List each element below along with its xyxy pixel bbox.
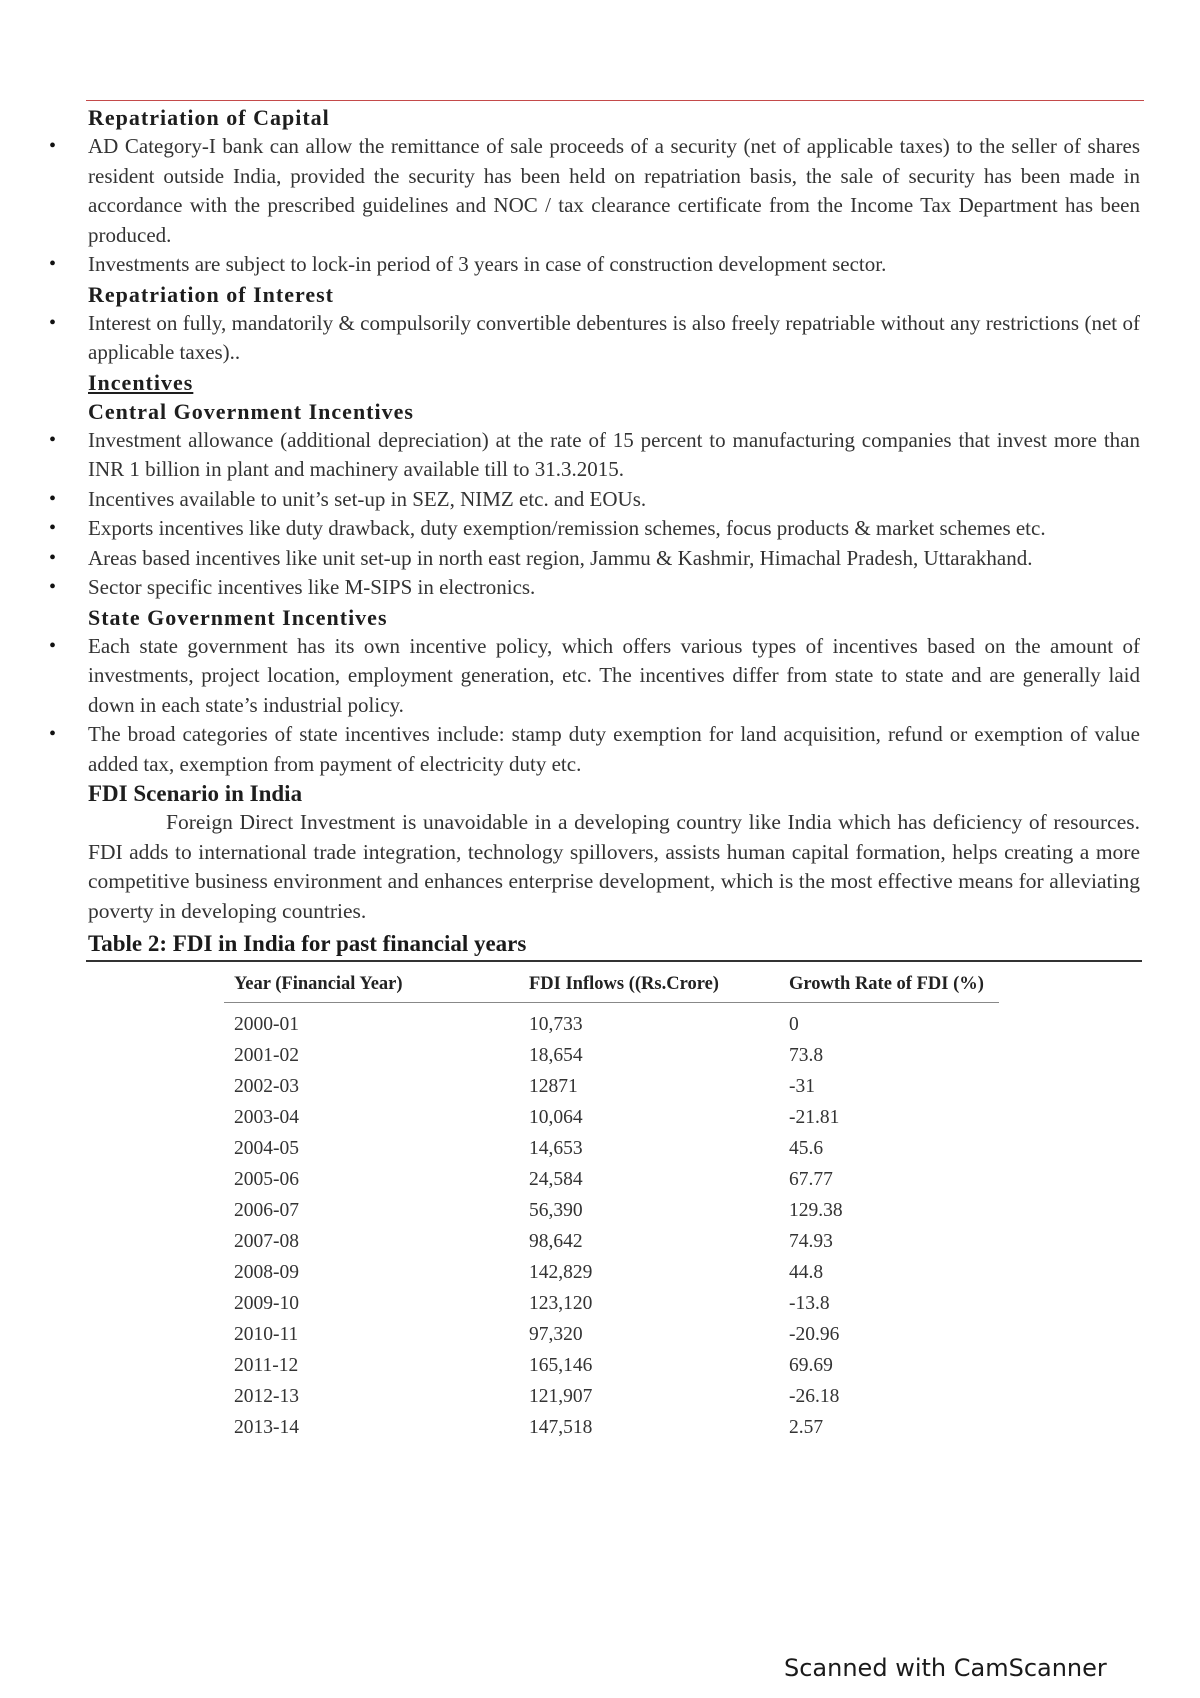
table-row xyxy=(224,1350,999,1381)
table-row xyxy=(224,1195,999,1226)
table-row xyxy=(224,1071,999,1102)
cell-growth: 2.57 xyxy=(789,1416,824,1438)
table-row xyxy=(224,1412,999,1443)
cell-inflow: 56,390 xyxy=(529,1199,583,1221)
cell-year: 2010-11 xyxy=(234,1323,299,1345)
bullet-item: • Incentives available to unit’s set-up in SEZ, NIMZ etc. and EOUs. xyxy=(88,485,1140,515)
cell-inflow: 165,146 xyxy=(529,1354,593,1376)
cell-year: 2000-01 xyxy=(234,1013,299,1035)
cell-growth: 73.8 xyxy=(789,1044,824,1066)
table-row xyxy=(224,1133,999,1164)
bullet-item: • Each state government has its own incentive policy, which offers various types of incentives based on the amount of investments, project location, employment generation, etc. The incentives differ from state to state and are generally laid down in each state’s industrial policy. xyxy=(88,632,1140,721)
cell-year: 2012-13 xyxy=(234,1385,299,1407)
top-divider xyxy=(86,100,1144,101)
cell-year: 2011-12 xyxy=(234,1354,299,1376)
cell-growth: -13.8 xyxy=(789,1292,830,1314)
table-row xyxy=(224,1102,999,1133)
table-row xyxy=(224,1003,999,1041)
fdi-paragraph: Foreign Direct Investment is unavoidable in a developing country like India which has deficiency of resources. FDI adds to international trade integration, technology spillovers, assists human capital formation, helps creating a more competitive business environment and enhances enterprise development, which is the most effective means for alleviating poverty in developing countries. xyxy=(88,810,1140,923)
cell-growth: 44.8 xyxy=(789,1261,824,1283)
table-row xyxy=(224,1381,999,1412)
cell-growth: 67.77 xyxy=(789,1168,833,1190)
cell-inflow: 147,518 xyxy=(529,1416,593,1438)
fdi-table xyxy=(224,966,999,1443)
cell-growth: 0 xyxy=(789,1013,799,1035)
bullet-item: • Investments are subject to lock-in period of 3 years in case of construction development sector. xyxy=(88,250,1140,280)
cell-year: 2007-08 xyxy=(234,1230,299,1252)
cell-year: 2004-05 xyxy=(234,1137,299,1159)
heading-incentives: Incentives xyxy=(88,369,194,395)
cell-year: 2005-06 xyxy=(234,1168,299,1190)
cell-growth: -21.81 xyxy=(789,1106,840,1128)
cell-year: 2008-09 xyxy=(234,1261,299,1283)
bullet-list-repatriation-interest xyxy=(88,309,1140,368)
heading-repatriation-capital: Repatriation of Capital xyxy=(88,105,330,130)
cell-year: 2009-10 xyxy=(234,1292,299,1314)
cell-growth: 74.93 xyxy=(789,1230,833,1252)
cell-inflow: 142,829 xyxy=(529,1261,593,1283)
cell-inflow: 14,653 xyxy=(529,1137,583,1159)
bullet-list-central-incentives xyxy=(88,426,1140,603)
cell-inflow: 98,642 xyxy=(529,1230,583,1252)
bullet-item: • Areas based incentives like unit set-up in north east region, Jammu & Kashmir, Himachal Pradesh, Uttarakhand. xyxy=(88,544,1140,574)
cell-growth: 69.69 xyxy=(789,1354,833,1376)
heading-state-incentives: State Government Incentives xyxy=(88,604,388,630)
table-row xyxy=(224,1040,999,1071)
bullet-list-repatriation-capital xyxy=(88,132,1140,280)
cell-year: 2001-02 xyxy=(234,1044,299,1066)
document-body xyxy=(88,103,1140,1443)
cell-growth: -31 xyxy=(789,1075,815,1097)
table-row xyxy=(224,1164,999,1195)
column-header-growth: Growth Rate of FDI (%) xyxy=(789,974,984,994)
table-row xyxy=(224,1319,999,1350)
bullet-item: • Interest on fully, mandatorily & compulsorily convertible debentures is also freely repatriable without any restrictions (net of applicable taxes).. xyxy=(88,309,1140,368)
cell-inflow: 12871 xyxy=(529,1075,578,1097)
cell-inflow: 10,064 xyxy=(529,1106,583,1128)
bullet-item: • Sector specific incentives like M-SIPS in electronics. xyxy=(88,573,1140,603)
cell-inflow: 18,654 xyxy=(529,1044,583,1066)
table-row xyxy=(224,1226,999,1257)
cell-year: 2003-04 xyxy=(234,1106,299,1128)
bullet-item: • Investment allowance (additional depreciation) at the rate of 15 percent to manufacturing companies that invest more than INR 1 billion in plant and machinery available till to 31.3.2015. xyxy=(88,426,1140,485)
cell-growth: 45.6 xyxy=(789,1137,824,1159)
heading-fdi-scenario: FDI Scenario in India xyxy=(88,781,303,806)
bullet-item: • The broad categories of state incentives include: stamp duty exemption for land acquisition, refund or exemption of value added tax, exemption from payment of electricity duty etc. xyxy=(88,720,1140,779)
camscanner-watermark: Scanned with CamScanner xyxy=(784,1654,1107,1682)
cell-inflow: 10,733 xyxy=(529,1013,583,1035)
cell-inflow: 123,120 xyxy=(529,1292,593,1314)
table-row xyxy=(224,1257,999,1288)
cell-year: 2006-07 xyxy=(234,1199,299,1221)
cell-inflow: 121,907 xyxy=(529,1385,593,1407)
column-header-inflows: FDI Inflows ((Rs.Crore) xyxy=(529,973,719,994)
bullet-item: • AD Category-I bank can allow the remittance of sale proceeds of a security (net of applicable taxes) to the seller of shares resident outside India, provided the security has been held on repatriation basis, the sale of security has been made in accordance with the prescribed guidelines and NOC / tax clearance certificate from the Income Tax Department has been produced. xyxy=(88,132,1140,250)
column-header-year: Year (Financial Year) xyxy=(234,973,403,994)
table-top-rule xyxy=(86,960,1142,962)
cell-growth: -20.96 xyxy=(789,1323,840,1345)
cell-year: 2013-14 xyxy=(234,1416,299,1438)
table-header-row xyxy=(224,966,999,1003)
heading-central-incentives: Central Government Incentives xyxy=(88,398,414,424)
cell-inflow: 24,584 xyxy=(529,1168,583,1190)
bullet-list-state-incentives xyxy=(88,632,1140,780)
table-row xyxy=(224,1288,999,1319)
bullet-item: • Exports incentives like duty drawback, duty exemption/remission schemes, focus products & market schemes etc. xyxy=(88,514,1140,544)
cell-inflow: 97,320 xyxy=(529,1323,583,1345)
cell-growth: -26.18 xyxy=(789,1385,840,1407)
cell-year: 2002-03 xyxy=(234,1075,299,1097)
table-title: Table 2: FDI in India for past financial years xyxy=(88,931,527,956)
heading-repatriation-interest: Repatriation of Interest xyxy=(88,281,334,307)
cell-growth: 129.38 xyxy=(789,1199,843,1221)
